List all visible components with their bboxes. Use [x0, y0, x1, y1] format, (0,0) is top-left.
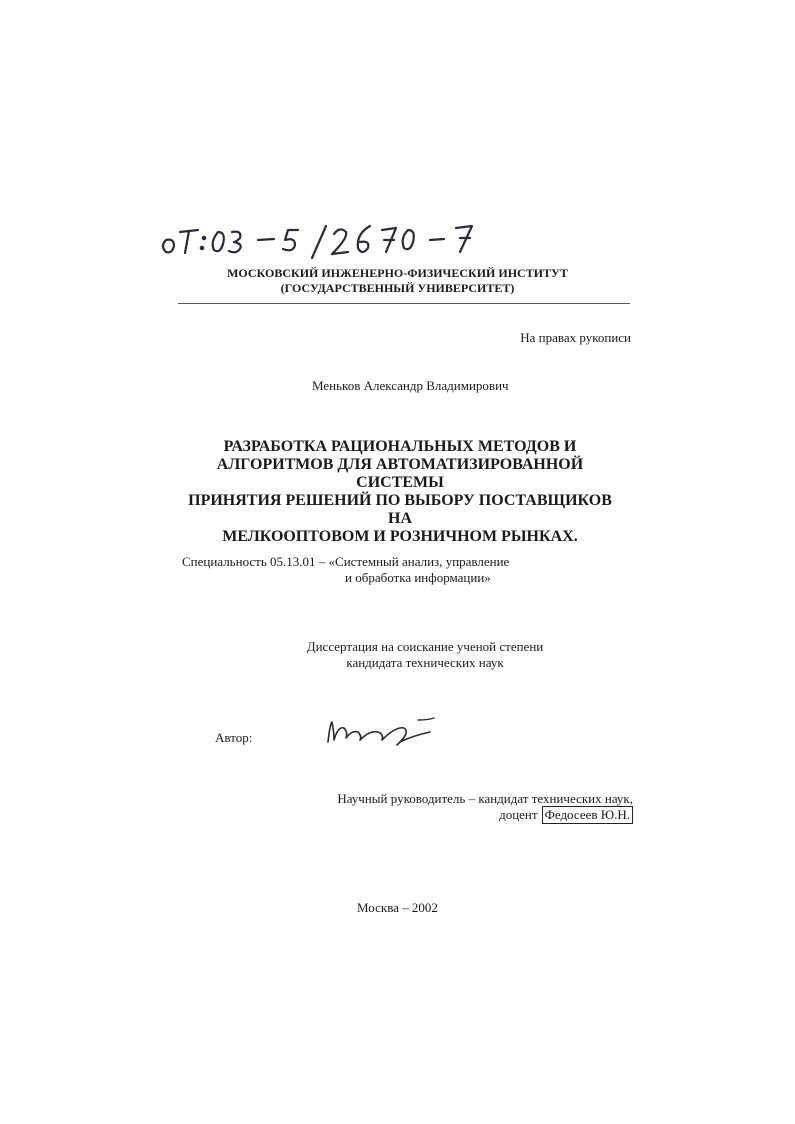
header-divider — [178, 303, 630, 304]
degree-statement — [260, 639, 590, 671]
specialty-line: Специальность 05.13.01 – «Системный анализ, управление — [182, 554, 510, 569]
author-label: Автор: — [215, 730, 253, 745]
advisor-name-line — [499, 806, 633, 824]
rights-notice: На правах рукописи — [520, 330, 631, 345]
specialty-line-continued: и обработка информации» — [345, 570, 491, 585]
author-name: Меньков Александр Владимирович — [312, 378, 509, 393]
author-signature — [322, 712, 452, 752]
institute-header — [0, 266, 795, 296]
title-line: РАЗРАБОТКА РАЦИОНАЛЬНЫХ МЕТОДОВ И — [223, 438, 577, 455]
city-year: Москва – 2002 — [357, 900, 438, 915]
dissertation-title — [180, 438, 620, 546]
degree-line: Диссертация на соискание ученой степени — [306, 639, 544, 654]
institute-name: МОСКОВСКИЙ ИНЖЕНЕРНО-ФИЗИЧЕСКИЙ ИНСТИТУТ — [227, 266, 568, 280]
advisor-line: Научный руководитель – кандидат технических наук, — [337, 791, 633, 806]
degree-line: кандидата технических наук — [346, 655, 504, 670]
title-line: МЕЛКООПТОВОМ И РОЗНИЧНОМ РЫНКАХ. — [222, 528, 578, 545]
advisor-title: доцент — [499, 807, 538, 822]
title-line: ПРИНЯТИЯ РЕШЕНИЙ ПО ВЫБОРУ ПОСТАВЩИКОВ НА — [188, 492, 612, 527]
title-line: АЛГОРИТМОВ ДЛЯ АВТОМАТИЗИРОВАННОЙ СИСТЕМЫ — [216, 456, 584, 491]
institute-status: (ГОСУДАРСТВЕННЫЙ УНИВЕРСИТЕТ) — [280, 281, 515, 295]
advisor-name: Федосеев Ю.Н. — [542, 806, 633, 824]
archive-number-handwritten — [158, 212, 488, 262]
